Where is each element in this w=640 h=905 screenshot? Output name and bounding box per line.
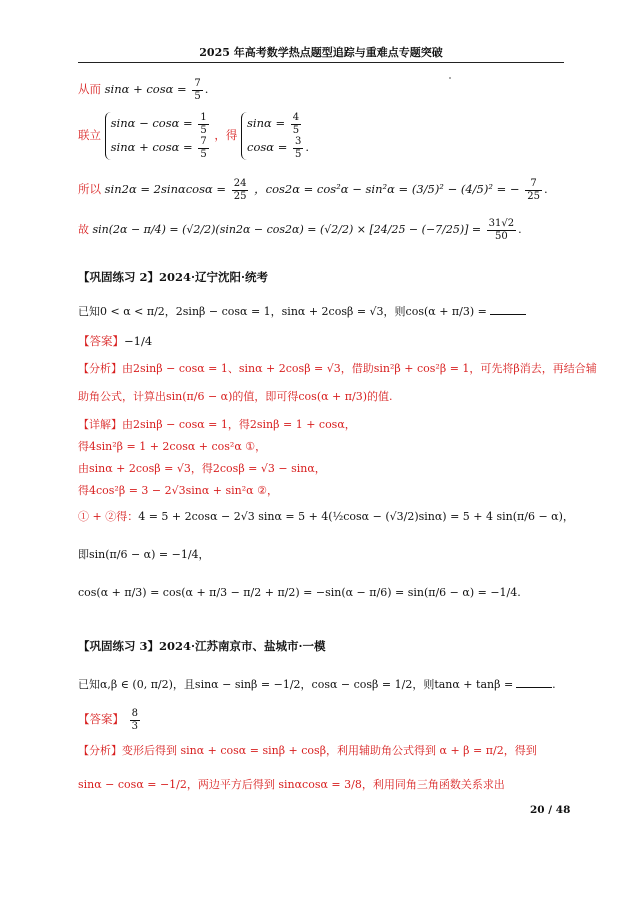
sol1-line4: 故 sin(2α − π/4) = (√2/2)(sin2α − cos2α) = (√2/2) × [24/25 − (−7/25)] = $\frac{31√2}{50}$ . — [78, 218, 522, 242]
header-rule — [78, 62, 564, 63]
exercise-2-analysis-2: 助角公式，计算出sin(π/6 − α)的值，即可得cos(α + π/3)的值. — [78, 390, 393, 403]
exercise-3-answer: 【答案】 $\frac{8}{3}$ — [78, 708, 139, 732]
page-header: 2025 年高考数学热点题型追踪与重难点专题突破 — [199, 46, 443, 59]
frac-7-5: $\frac{7}{5}$ — [194, 78, 201, 102]
page-number: 20 / 48 — [530, 804, 571, 816]
exercise-2-detail-2: 得4sin²β = 1 + 2cosα + cos²α ①， — [78, 440, 267, 453]
equation-system: sinα − cosα = $\frac{1}{5}$ sinα + cosα = $\frac{7}{5}$ — [105, 112, 211, 160]
exercise-2-question: 已知0 < α < π/2，2sinβ − cosα = 1，sinα + 2cosβ = √3，则cos(α + π/3) = — [78, 305, 526, 318]
answer-blank — [516, 687, 552, 688]
sol1-line2: 联立 sinα − cosα = $\frac{1}{5}$ sinα + cosα = $\frac{7}{5}$ ，得 sinα = $\frac{4}{5}$ cosα = $\frac{3}{5}$ . — [78, 112, 310, 160]
exercise-2-analysis-1: 【分析】由2sinβ − cosα = 1、sinα + 2cosβ = √3，借助sin²β + cos²β = 1，可先将β消去，再结合辅 — [78, 362, 597, 375]
exercise-2-detail-4: 得4cos²β = 3 − 2√3sinα + sin²α ②， — [78, 484, 278, 497]
answer-blank — [490, 314, 526, 315]
exercise-2-detail-1: 【详解】由2sinβ − cosα = 1，得2sinβ = 1 + cosα， — [78, 418, 356, 431]
exercise-3-question: 已知α,β ∈ (0, π/2)，且sinα − sinβ = −1/2，cosα − cosβ = 1/2，则tanα + tanβ = . — [78, 678, 556, 691]
exercise-3-title: 【巩固练习 3】2024·江苏南京市、盐城市·一模 — [78, 639, 326, 653]
exercise-3-analysis-1: 【分析】变形后得到 sinα + cosα = sinβ + cosβ，利用辅助角公式得到 α + β = π/2，得到 — [78, 744, 537, 757]
exercise-2-answer: 【答案】−1/4 — [78, 334, 153, 348]
exercise-2-detail-3: 由sinα + 2cosβ = √3，得2cosβ = √3 − sinα， — [78, 462, 326, 475]
exercise-2-detail-7: cos(α + π/3) = cos(α + π/3 − π/2 + π/2) = −sin(α − π/6) = sin(π/6 − α) = −1/4. — [78, 586, 521, 599]
speck — [449, 77, 451, 79]
exercise-2-title: 【巩固练习 2】2024·辽宁沈阳·统考 — [78, 270, 269, 284]
sol1-line3: 所以 sin2α = 2sinαcosα = $\frac{24}{25}$ ，cos2α = cos²α − sin²α = (3/5)² − (4/5)² = − $\frac{7}{25}$ . — [78, 178, 548, 202]
exercise-2-detail-6: 即sin(π/6 − α) = −1/4， — [78, 548, 210, 561]
sol1-line1: 从而 sinα + cosα = $\frac{7}{5}$ . — [78, 78, 209, 102]
result-system: sinα = $\frac{4}{5}$ cosα = $\frac{3}{5}$ . — [241, 112, 309, 160]
exercise-3-analysis-2: sinα − cosα = −1/2，两边平方后得到 sinαcosα = 3/8，利用同角三角函数关系求出 — [78, 778, 505, 791]
exercise-2-detail-5: ① + ②得：4 = 5 + 2cosα − 2√3 sinα = 5 + 4(½cosα − (√3/2)sinα) = 5 + 4 sin(π/6 − α)， — [78, 510, 574, 523]
